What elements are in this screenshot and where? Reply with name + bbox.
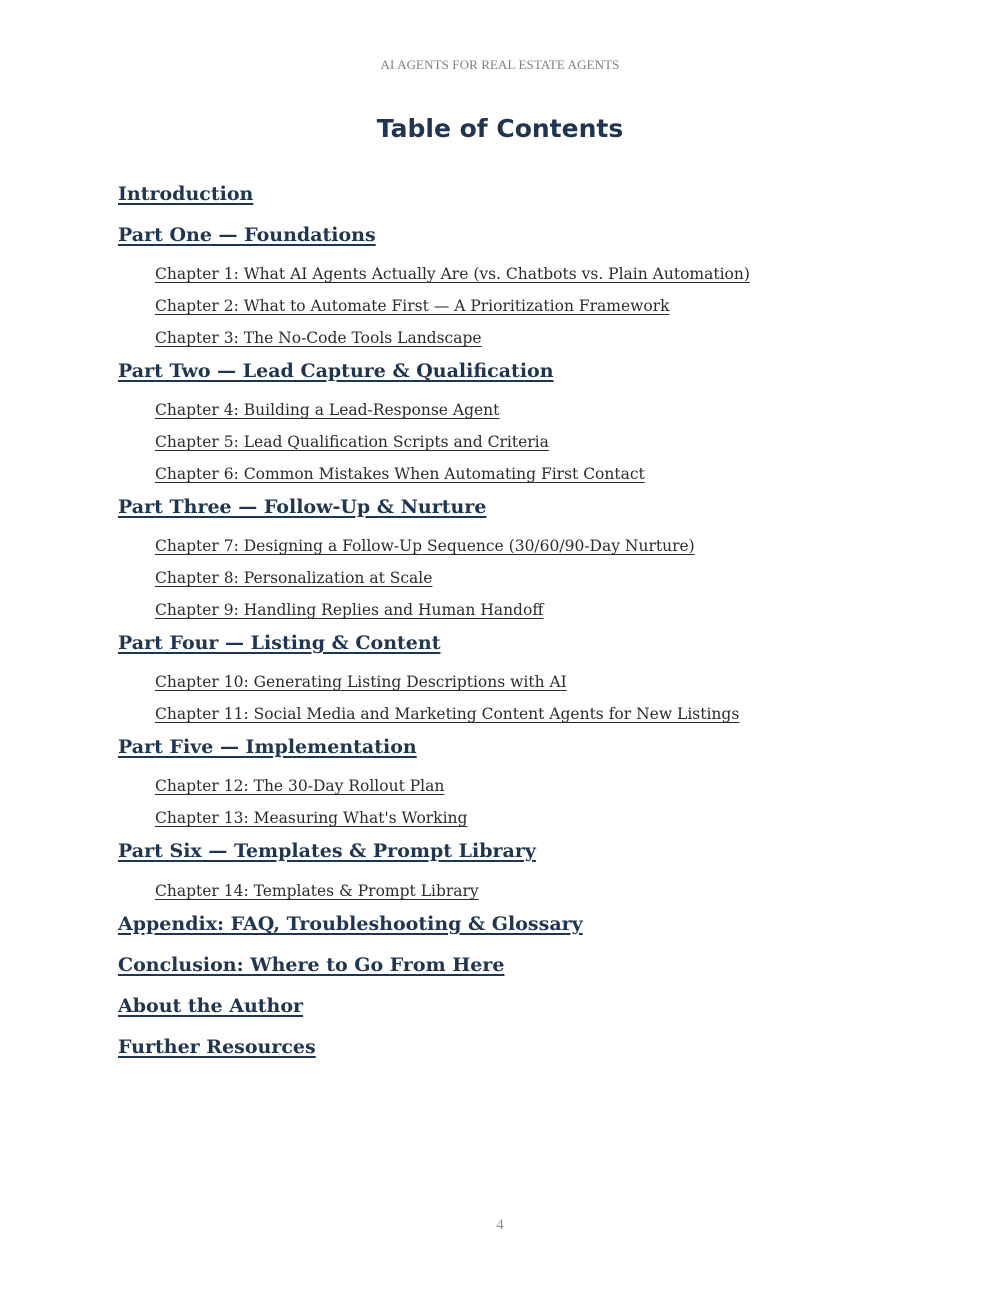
toc-link-chapter-10[interactable]: Chapter 10: Generating Listing Descriptions with AI [155, 673, 567, 691]
toc-link-chapter-13[interactable]: Chapter 13: Measuring What's Working [155, 809, 468, 827]
toc-link-part-three[interactable]: Part Three — Follow-Up & Nurture [118, 496, 487, 518]
toc-link-further-resources[interactable]: Further Resources [118, 1036, 316, 1058]
toc-link-part-four[interactable]: Part Four — Listing & Content [118, 632, 441, 654]
toc-link-chapter-8[interactable]: Chapter 8: Personalization at Scale [155, 569, 433, 587]
page-title: Table of Contents [376, 114, 624, 143]
toc-link-part-one[interactable]: Part One — Foundations [118, 224, 376, 246]
toc-link-chapter-11[interactable]: Chapter 11: Social Media and Marketing Content Agents for New Listings [155, 705, 740, 723]
toc-link-appendix[interactable]: Appendix: FAQ, Troubleshooting & Glossary [118, 913, 583, 935]
toc-link-chapter-5[interactable]: Chapter 5: Lead Qualification Scripts and Criteria [155, 433, 549, 451]
toc-link-part-two[interactable]: Part Two — Lead Capture & Qualification [118, 360, 554, 382]
page-number: 4 [496, 1217, 504, 1233]
toc-link-chapter-6[interactable]: Chapter 6: Common Mistakes When Automating First Contact [155, 465, 645, 483]
toc-link-chapter-14[interactable]: Chapter 14: Templates & Prompt Library [155, 882, 479, 900]
toc-link-chapter-1[interactable]: Chapter 1: What AI Agents Actually Are (vs. Chatbots vs. Plain Automation) [155, 265, 750, 283]
running-header: AI AGENTS FOR REAL ESTATE AGENTS [380, 57, 620, 72]
toc-link-chapter-2[interactable]: Chapter 2: What to Automate First — A Prioritization Framework [155, 297, 670, 315]
toc-link-part-six[interactable]: Part Six — Templates & Prompt Library [118, 840, 536, 862]
toc-link-conclusion[interactable]: Conclusion: Where to Go From Here [118, 954, 505, 976]
toc-link-chapter-7[interactable]: Chapter 7: Designing a Follow-Up Sequence (30/60/90-Day Nurture) [155, 537, 695, 555]
toc-link-chapter-4[interactable]: Chapter 4: Building a Lead-Response Agent [155, 401, 500, 419]
toc-link-about-the-author[interactable]: About the Author [118, 995, 304, 1017]
toc-link-chapter-3[interactable]: Chapter 3: The No-Code Tools Landscape [155, 329, 482, 347]
toc-link-chapter-9[interactable]: Chapter 9: Handling Replies and Human Handoff [155, 601, 544, 619]
toc-link-chapter-12[interactable]: Chapter 12: The 30-Day Rollout Plan [155, 777, 445, 795]
toc-link-introduction[interactable]: Introduction [118, 183, 254, 205]
toc-link-part-five[interactable]: Part Five — Implementation [118, 736, 417, 758]
